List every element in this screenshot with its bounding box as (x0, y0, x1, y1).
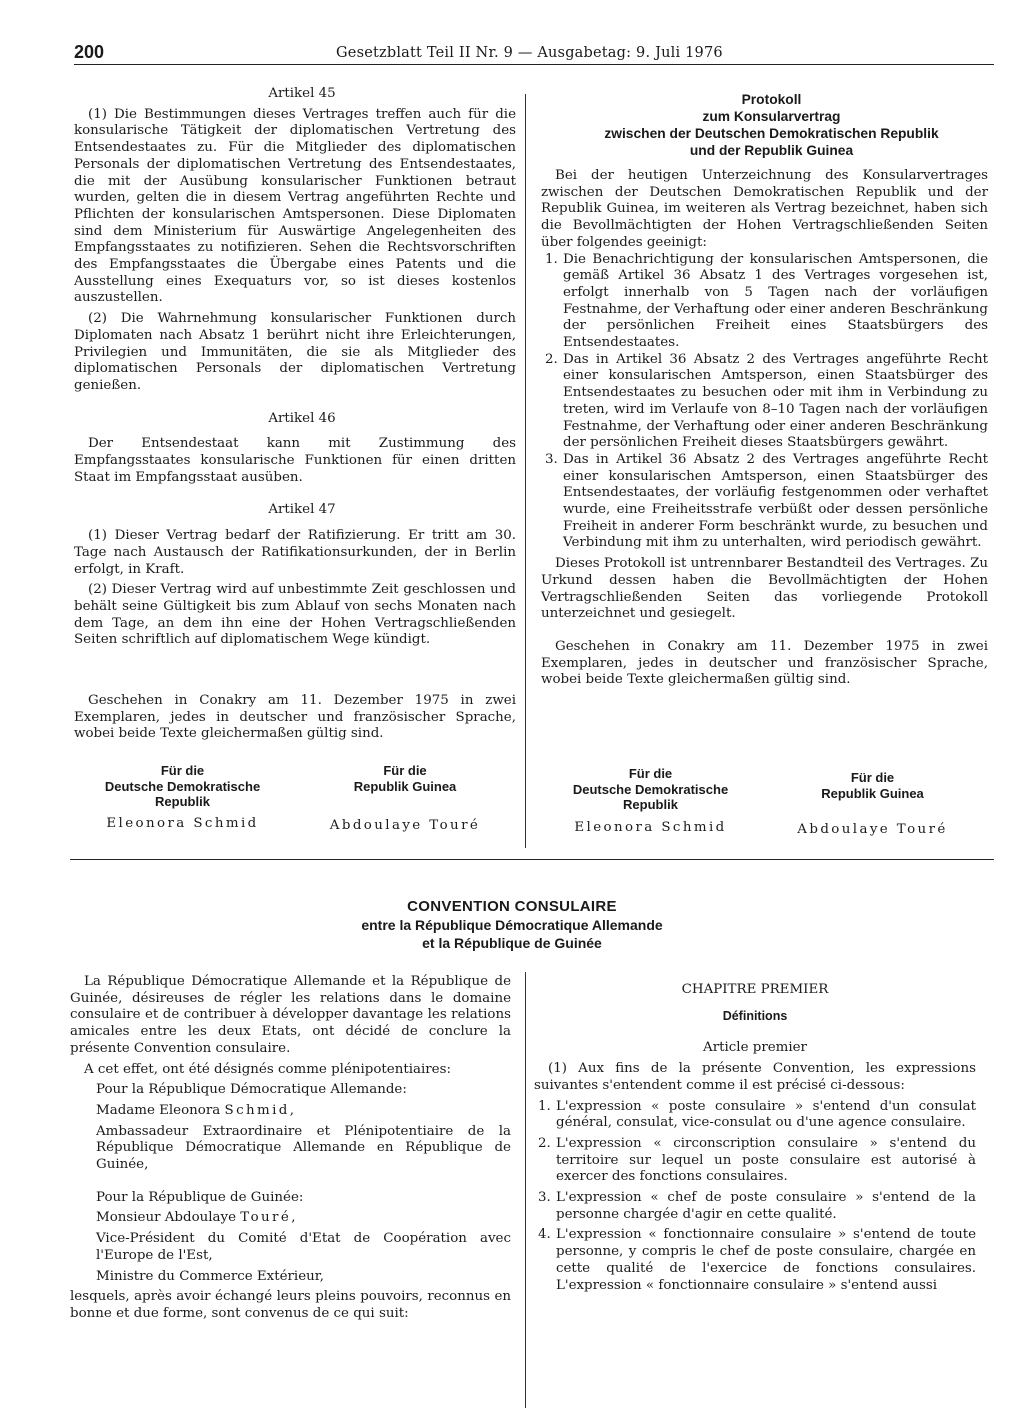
convention-subtitle: et la République de Guinée (422, 935, 602, 951)
preamble-para: lesquels, après avoir échangé leurs pleins pouvoirs, reconnus en bonne et due forme, sont convenus de ce qui suit: (70, 1289, 511, 1321)
preamble-para: Ministre du Commerce Extérieur, (96, 1268, 324, 1284)
article-47-para-2: (2) Dieser Vertrag wird auf unbestimmte Zeit geschlossen und behält seine Gültigkeit bis zum Ablauf von sechs Monaten nach dem Tage, an dem ihn eine der Hohen Vertragschließenden Seiten schriftlich auf diplomatischem Wege kündigt. (74, 582, 516, 648)
protocol-intro: Bei der heutigen Unterzeichnung des Konsularvertrages zwischen der Deutschen Demokratischen Republik und der Republik Guinea, im weiteren als Vertrag bezeichnet, haben sich die Bevollmächtigten der Hohen Vertragschließenden Seiten über folgendes geeinigt: (541, 168, 988, 250)
signature-label: Republik (623, 797, 678, 813)
article-45-para-2: (2) Die Wahrnehmung konsularischer Funktionen durch Diplomaten nach Absatz 1 berührt nicht ihre Erleichterungen, Privilegien und Immunitäten, die sie als Mitglieder des diplomatischen Personals der diplomatischen Vertretung genießen. (74, 311, 516, 393)
protocol-subtitle: zwischen der Deutschen Demokratischen Republik (604, 126, 939, 141)
list-item: 4. L'expression « fonctionnaire consulaire » s'entend de toute personne, y compris le chef de poste consulaire, chargée en cette qualité de l'exercice de fonctions consulaires. L'expression « fonctionnaire consulaire » s'entend aussi (538, 1227, 976, 1293)
protocol-column (541, 91, 988, 689)
list-item: 2. L'expression « circonscription consulaire » s'entend du territoire sur lequel un poste consulaire est autorisé à exercer des fonctions consulaires. (538, 1135, 976, 1185)
page-header (74, 40, 994, 64)
signature-label: Deutsche Demokratische (572, 781, 729, 797)
preamble-para: Vice-Président du Comité d'Etat de Coopération avec l'Europe de l'Est, (96, 1231, 511, 1263)
column-divider (525, 94, 526, 848)
convention-title-block (240, 898, 784, 952)
header-rule (74, 64, 994, 65)
article-47-para-1: (1) Dieser Vertrag bedarf der Ratifizierung. Er tritt am 30. Tage nach Austausch der Ratifikationsurkunden, der in Berlin erfolgt, in Kraft. (74, 528, 516, 577)
signature-block-ddr-protocol (548, 766, 753, 813)
signature-label: Republik (155, 794, 210, 810)
list-item: 1. Die Benachrichtigung der konsularischen Amtspersonen, die gemäß Artikel 36 Absatz 1 des Vertrages vorgesehen ist, erfolgt innerhalb von 5 Tagen nach der vorläufigen Festnahme, der Verhaftung oder einer anderen Beschränkung der persönlichen Freiheit eines Staatsbürgers des Entsendestaates. (545, 251, 988, 351)
article-45-title: Artikel 45 (268, 86, 336, 101)
preamble-para: Madame Eleonora Schmid, (96, 1102, 295, 1118)
signature-block-guinea-treaty (305, 763, 505, 794)
treaty-closing (74, 693, 516, 743)
preamble-para: A cet effet, ont été désignés comme plénipotentiaires: (84, 1061, 451, 1077)
definitions-list (534, 1099, 976, 1295)
signature-label: Für die (850, 770, 895, 785)
article-46-title: Artikel 46 (268, 410, 336, 426)
protocol-subtitle: zum Konsularvertrag (702, 109, 841, 124)
signature-label: Für die (160, 763, 205, 778)
chapter-heading: CHAPITRE PREMIER (681, 982, 829, 997)
section-divider (70, 859, 994, 860)
convention-article-column (534, 982, 976, 1294)
protocol-subtitle: und der Republik Guinea (689, 143, 854, 158)
convention-subtitle: entre la République Démocratique Allemande (361, 917, 663, 933)
preamble-para: Pour la République Démocratique Allemande: (96, 1082, 407, 1098)
signature-label: Deutsche Demokratische (104, 778, 261, 794)
article-title: Article premier (703, 1040, 807, 1056)
list-item: 2. Das in Artikel 36 Absatz 2 des Vertrages angeführte Recht einer konsularischen Amtsperson, einen Staatsbürger des Entsendestaates zu besuchen oder mit ihm in Verbindung zu treten, wird im Verlaufe von 8–10 Tagen nach der vorläufigen Festnahme, der Verhaftung oder einer anderen Beschränkung der persönlichen Freiheit dieses Staatsbürgers gewährt. (545, 351, 988, 451)
signatory-name-schmid: Eleonora Schmid (574, 820, 727, 835)
treaty-closing-text: Geschehen in Conakry am 11. Dezember 1975 in zwei Exemplaren, jedes in deutscher und französischer Sprache, wobei beide Texte gleichermaßen gültig sind. (74, 693, 516, 742)
convention-preamble-column (70, 974, 511, 1323)
convention-title: CONVENTION CONSULAIRE (407, 898, 617, 915)
page-number: 200 (74, 42, 105, 62)
chapter-title: Définitions (722, 1008, 788, 1023)
article-45-para-1: (1) Die Bestimmungen dieses Vertrages treffen auch für die konsularische Tätigkeit der diplomatischen Vertretung des Entsendestaates zu. Für die Mitglieder des diplomatischen Personals der diplomatischen Vertretung des Entsendestaates, die mit der Ausübung konsularischer Funktionen betraut wurden, gelten die in diesem Vertrag angeführten Rechte und Pflichten der konsularischen Amtspersonen. Diese Diplomaten sind dem Ministerium für Auswärtige Angelegenheiten des Empfangsstaates zu notifizieren. Sehen die Rechtsvorschriften des Empfangsstaates die Übergabe eines Patents und die Ausstellung eines Exequaturs vor, so ist dieses kostenlos auszustellen. (74, 106, 516, 306)
article-para: (1) Aux fins de la présente Convention, les expressions suivantes s'entendent comme il est précisé ci-dessous: (534, 1061, 976, 1093)
list-item: 1. L'expression « poste consulaire » s'entend d'un consulat général, consulat, vice-consulat ou d'une agence consulaire. (538, 1098, 976, 1131)
signatory-name-toure: Abdoulaye Touré (797, 822, 948, 837)
signatory-name-toure: Abdoulaye Touré (329, 818, 481, 833)
article-46-para-1: Der Entsendestaat kann mit Zustimmung des Empfangsstaates konsularische Funktionen für einen dritten Staat im Empfangsstaat ausüben. (74, 436, 516, 485)
protocol-final-paragraph: Dieses Protokoll ist untrennbarer Bestandteil des Vertrages. Zu Urkund dessen haben die Bevollmächtigten der Hohen Vertragschließenden Seiten das vorliegende Protokoll unterzeichnet und gesiegelt. (541, 556, 988, 622)
signatory-name-schmid: Eleonora Schmid (106, 816, 259, 831)
list-item: 3. L'expression « chef de poste consulaire » s'entend de la personne chargée d'agir en cette qualité. (538, 1190, 976, 1222)
signature-block-ddr-treaty (80, 763, 285, 810)
preamble-para: Ambassadeur Extraordinaire et Plénipotentiaire de la République Démocratique Allemande en République de Guinée, (96, 1123, 511, 1173)
article-47-title: Artikel 47 (268, 502, 336, 518)
treaty-articles-column (74, 86, 516, 649)
preamble-para: Pour la République de Guinée: (96, 1189, 304, 1205)
signature-label: Republik Guinea (353, 778, 457, 794)
column-divider (525, 972, 526, 1408)
protocol-list (541, 252, 988, 553)
signature-label: Republik Guinea (821, 785, 924, 801)
preamble-para: Monsieur Abdoulaye Touré, (96, 1210, 296, 1226)
protocol-closing: Geschehen in Conakry am 11. Dezember 1975 in zwei Exemplaren, jedes in deutscher und französischer Sprache, wobei beide Texte gleichermaßen gültig sind. (541, 638, 988, 688)
protocol-title: Protokoll (741, 92, 802, 107)
gazette-title: Gesetzblatt Teil II Nr. 9 — Ausgabetag: 9. Juli 1976 (336, 45, 723, 61)
signature-label: Für die (383, 763, 427, 778)
signature-label: Für die (628, 766, 673, 781)
list-item: 3. Das in Artikel 36 Absatz 2 des Vertrages angeführte Recht einer konsularischen Amtsperson, einen Staatsbürger des Entsendestaates, der vorläufig festgenommen oder verhaftet wurde, eine Freiheitsstrafe verbüßt oder dessen persönliche Freiheit in anderer Form beschränkt wurde, zu besuchen und Verbindung mit ihm zu unterhalten, wird periodisch gewährt. (545, 451, 988, 551)
signature-block-guinea-protocol (770, 770, 975, 801)
preamble-para: La République Démocratique Allemande et la République de Guinée, désireuses de régler les relations dans le domaine consulaire et de contribuer à développer davantage les relations amicales entre les deux Etats, ont décidé de conclure la présente Convention consulaire. (70, 974, 511, 1056)
